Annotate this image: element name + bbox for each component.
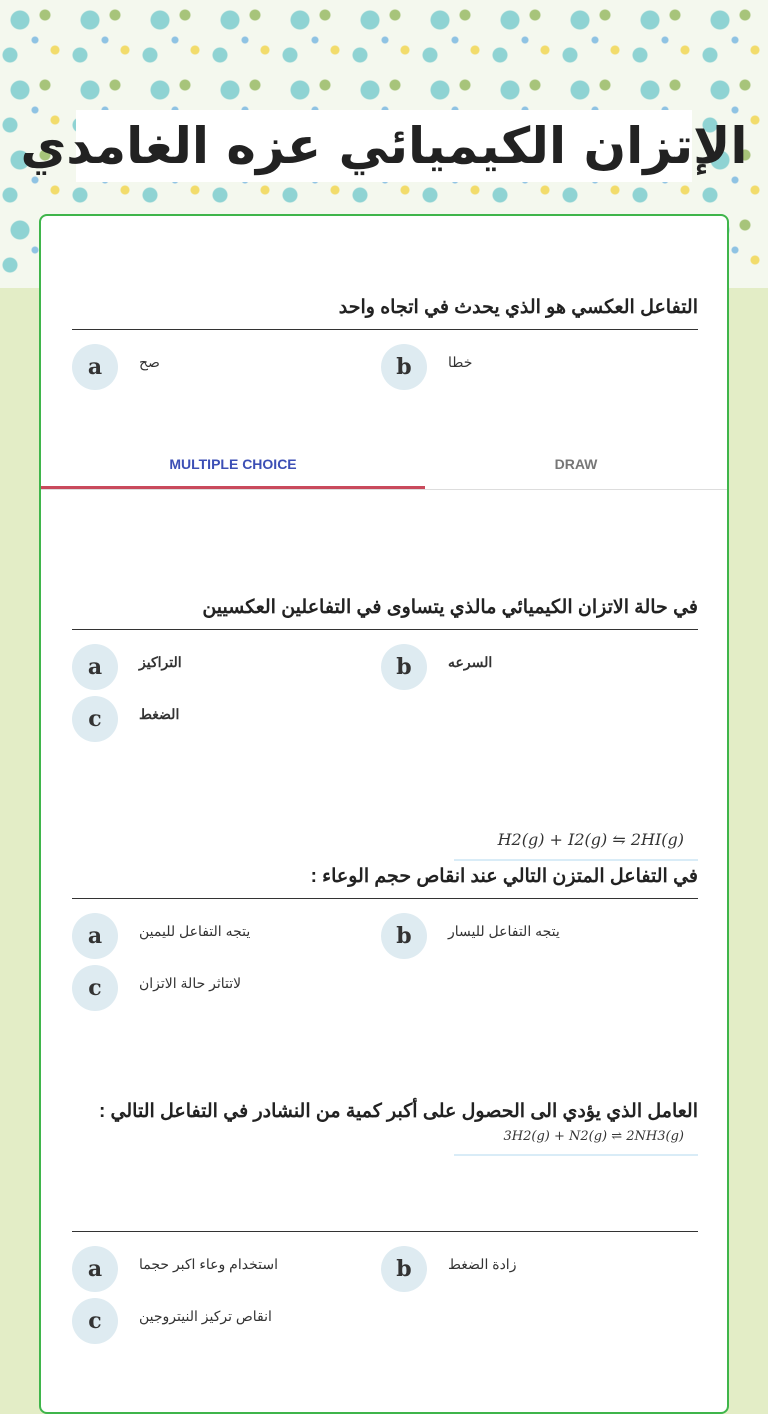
equation: 3H2(g) + N2(g) ⇌ 2NH3(g) (454, 1129, 698, 1156)
option-letter: c (72, 1298, 118, 1344)
question-text: التفاعل العكسي هو الذي يحدث في اتجاه واحد (72, 296, 698, 330)
option-letter: b (381, 644, 427, 690)
option-text: خطا (448, 354, 473, 370)
option-text: التراكيز (139, 654, 182, 670)
option-letter: a (72, 344, 118, 390)
option-letter: a (72, 913, 118, 959)
worksheet-title: الإتزان الكيميائي عزه الغامدي (20, 117, 748, 175)
question-1 (72, 296, 698, 396)
question-text: في التفاعل المتزن التالي عند انقاص حجم الوعاء : (72, 865, 698, 899)
option-c[interactable] (72, 696, 381, 748)
option-text: زادة الضغط (448, 1256, 517, 1272)
option-letter: c (72, 696, 118, 742)
question-text: في حالة الاتزان الكيميائي مالذي يتساوى في التفاعلين العكسيين (72, 596, 698, 630)
option-text: يتجه التفاعل لليمين (139, 923, 251, 939)
option-text: يتجه التفاعل لليسار (448, 923, 560, 939)
option-text: الضغط (139, 706, 180, 722)
option-c[interactable] (72, 965, 381, 1017)
option-b[interactable] (381, 1246, 690, 1298)
option-text: صح (139, 354, 160, 370)
option-a[interactable] (72, 344, 381, 396)
option-a[interactable] (72, 1246, 381, 1298)
option-letter: b (381, 344, 427, 390)
question-3 (72, 830, 698, 1017)
question-text: العامل الذي يؤدي الى الحصول على أكبر كمية من النشادر في التفاعل التالي : (98, 1101, 698, 1122)
option-text: انقاص تركيز النيتروجين (139, 1308, 272, 1324)
question-2 (72, 596, 698, 748)
option-b[interactable] (381, 344, 690, 396)
answer-tabs (41, 450, 727, 490)
option-letter: a (72, 644, 118, 690)
option-letter: b (381, 913, 427, 959)
tab-multiple-choice[interactable]: MULTIPLE CHOICE (41, 450, 425, 489)
option-text: السرعه (448, 654, 493, 670)
option-text: استخدام وعاء اكبر حجما (139, 1256, 278, 1272)
title-box (20, 110, 748, 182)
question-4 (72, 1100, 698, 1350)
tab-draw[interactable]: DRAW (554, 456, 598, 472)
worksheet-card (39, 214, 729, 1414)
option-b[interactable] (381, 644, 690, 696)
option-a[interactable] (72, 644, 381, 696)
option-letter: c (72, 965, 118, 1011)
option-letter: a (72, 1246, 118, 1292)
option-letter: b (381, 1246, 427, 1292)
equation: H2(g) + I2(g) ⇋ 2HI(g) (454, 830, 698, 861)
option-b[interactable] (381, 913, 690, 965)
option-a[interactable] (72, 913, 381, 965)
option-c[interactable] (72, 1298, 381, 1350)
option-text: لاتتاثر حالة الاتزان (139, 975, 242, 991)
